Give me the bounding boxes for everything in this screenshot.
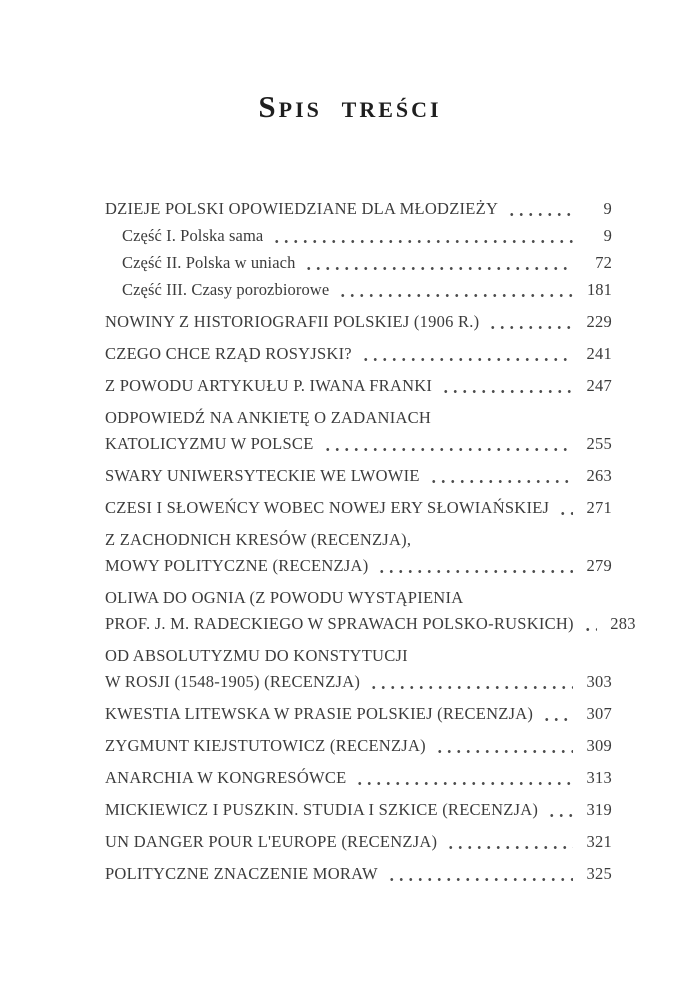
toc-entry-page: 283 xyxy=(610,614,636,634)
leader-dots xyxy=(446,843,573,852)
leader-dots xyxy=(558,509,573,518)
toc-entry-title: KWESTIA LITEWSKA W PRASIE POLSKIEJ (RECENZJA) xyxy=(105,704,534,724)
toc-entry xyxy=(105,309,612,335)
toc-entry-title: MICKIEWICZ I PUSZKIN. STUDIA I SZKICE (RECENZJA) xyxy=(105,800,539,820)
toc-entry-page: 241 xyxy=(586,344,612,364)
toc-entry-title: MOWY POLITYCZNE (RECENZJA) xyxy=(105,556,369,576)
toc-entry-last-line xyxy=(105,553,612,579)
toc-entry-title: ANARCHIA W KONGRESÓWCE xyxy=(105,768,347,788)
toc-entry-last-line xyxy=(105,341,612,367)
toc-entry xyxy=(105,733,612,759)
toc-entry-page: 313 xyxy=(586,768,612,788)
toc-entry-line: Z ZACHODNICH KRESÓW (RECENZJA), xyxy=(105,530,412,550)
toc-entry-last-line xyxy=(122,223,612,249)
toc-entry-page: 9 xyxy=(603,226,612,246)
toc-entry-last-line xyxy=(105,733,612,759)
toc-entry-page: 72 xyxy=(595,253,612,273)
toc-entry-last-line xyxy=(105,829,612,855)
toc-entry-title: Z POWODU ARTYKUŁU P. IWANA FRANKI xyxy=(105,376,433,396)
leader-dots xyxy=(583,625,597,634)
toc-entry-title: DZIEJE POLSKI OPOWIEDZIANE DLA MŁODZIEŻY xyxy=(105,199,499,219)
leader-dots xyxy=(547,811,573,820)
leader-dots xyxy=(323,445,573,454)
leader-dots xyxy=(387,875,573,884)
toc-entry-last-line xyxy=(122,277,612,303)
toc-entry xyxy=(105,463,612,489)
toc-entry xyxy=(105,643,612,695)
leader-dots xyxy=(272,237,573,246)
toc-entry-last-line xyxy=(105,701,612,727)
toc-entry-title: POLITYCZNE ZNACZENIE MORAW xyxy=(105,864,378,884)
toc-entry-page: 303 xyxy=(586,672,612,692)
toc-entry-title: Część I. Polska sama xyxy=(122,226,264,246)
toc-entry-line: OD ABSOLUTYZMU DO KONSTYTUCJI xyxy=(105,646,408,666)
toc-entry-last-line xyxy=(105,196,612,222)
leader-dots xyxy=(338,291,573,300)
toc-entry-title: SWARY UNIWERSYTECKIE WE LWOWIE xyxy=(105,466,420,486)
toc-entry xyxy=(105,250,612,276)
toc-entry-last-line xyxy=(105,309,612,335)
toc-entry-title: NOWINY Z HISTORIOGRAFII POLSKIEJ (1906 R.) xyxy=(105,312,480,332)
leader-dots xyxy=(361,355,573,364)
toc-entry-page: 181 xyxy=(586,280,612,300)
toc-entry-page: 309 xyxy=(586,736,612,756)
toc-entry-page: 9 xyxy=(603,199,612,219)
toc-entry xyxy=(105,277,612,303)
toc-entry xyxy=(105,829,612,855)
toc-entry-title: KATOLICYZMU W POLSCE xyxy=(105,434,314,454)
toc-entry-title: Część III. Czasy porozbiorowe xyxy=(122,280,330,300)
toc-entry-title: CZEGO CHCE RZĄD ROSYJSKI? xyxy=(105,344,352,364)
page-title: Spis treści xyxy=(258,89,442,124)
toc-entry-page: 321 xyxy=(586,832,612,852)
toc-entry-title: ZYGMUNT KIEJSTUTOWICZ (RECENZJA) xyxy=(105,736,426,756)
toc-entry xyxy=(105,585,636,637)
toc-entry-page: 255 xyxy=(586,434,612,454)
toc-entry-title: CZESI I SŁOWEŃCY WOBEC NOWEJ ERY SŁOWIAŃSKIEJ xyxy=(105,498,550,518)
toc-entry-page: 247 xyxy=(586,376,612,396)
leader-dots xyxy=(441,387,573,396)
toc-entry-last-line xyxy=(105,797,612,823)
toc-entry-last-line xyxy=(105,669,612,695)
toc-entry-page: 319 xyxy=(586,800,612,820)
toc-entry-line: OLIWA DO OGNIA (Z POWODU WYSTĄPIENIA xyxy=(105,588,464,608)
toc-entry-last-line xyxy=(105,373,612,399)
toc-entry-last-line xyxy=(105,463,612,489)
toc-entry xyxy=(105,765,612,791)
toc-entry xyxy=(105,797,612,823)
toc-entry-page: 263 xyxy=(586,466,612,486)
toc-entry-page: 229 xyxy=(586,312,612,332)
toc-entry-page: 325 xyxy=(586,864,612,884)
toc-entry-page: 307 xyxy=(586,704,612,724)
toc-entry xyxy=(105,861,612,887)
leader-dots xyxy=(355,779,573,788)
toc-entry-title: W ROSJI (1548-1905) (RECENZJA) xyxy=(105,672,361,692)
leader-dots xyxy=(304,264,573,273)
toc-entry-last-line xyxy=(105,431,612,457)
toc-entry xyxy=(105,223,612,249)
leader-dots xyxy=(369,683,573,692)
toc-entry-last-line xyxy=(105,861,612,887)
toc-entry-title: UN DANGER POUR L'EUROPE (RECENZJA) xyxy=(105,832,438,852)
toc-entry-page: 279 xyxy=(586,556,612,576)
leader-dots xyxy=(429,477,573,486)
leader-dots xyxy=(488,323,573,332)
leader-dots xyxy=(377,567,573,576)
toc-entry xyxy=(105,196,612,222)
toc-entry xyxy=(105,495,612,521)
toc-list xyxy=(0,196,700,887)
leader-dots xyxy=(507,210,573,219)
toc-entry-last-line xyxy=(105,611,636,637)
toc-entry-last-line xyxy=(105,765,612,791)
toc-entry-last-line xyxy=(105,495,612,521)
toc-entry xyxy=(105,701,612,727)
toc-entry xyxy=(105,527,612,579)
toc-entry-title: Część II. Polska w uniach xyxy=(122,253,296,273)
toc-entry-page: 271 xyxy=(586,498,612,518)
toc-entry-title: PROF. J. M. RADECKIEGO W SPRAWACH POLSKO-RUSKICH) xyxy=(105,614,574,634)
toc-entry-last-line xyxy=(122,250,612,276)
toc-entry-line: ODPOWIEDŹ NA ANKIETĘ O ZADANIACH xyxy=(105,408,432,428)
toc-entry xyxy=(105,341,612,367)
leader-dots xyxy=(435,747,573,756)
leader-dots xyxy=(542,715,573,724)
toc-entry xyxy=(105,405,612,457)
toc-entry xyxy=(105,373,612,399)
